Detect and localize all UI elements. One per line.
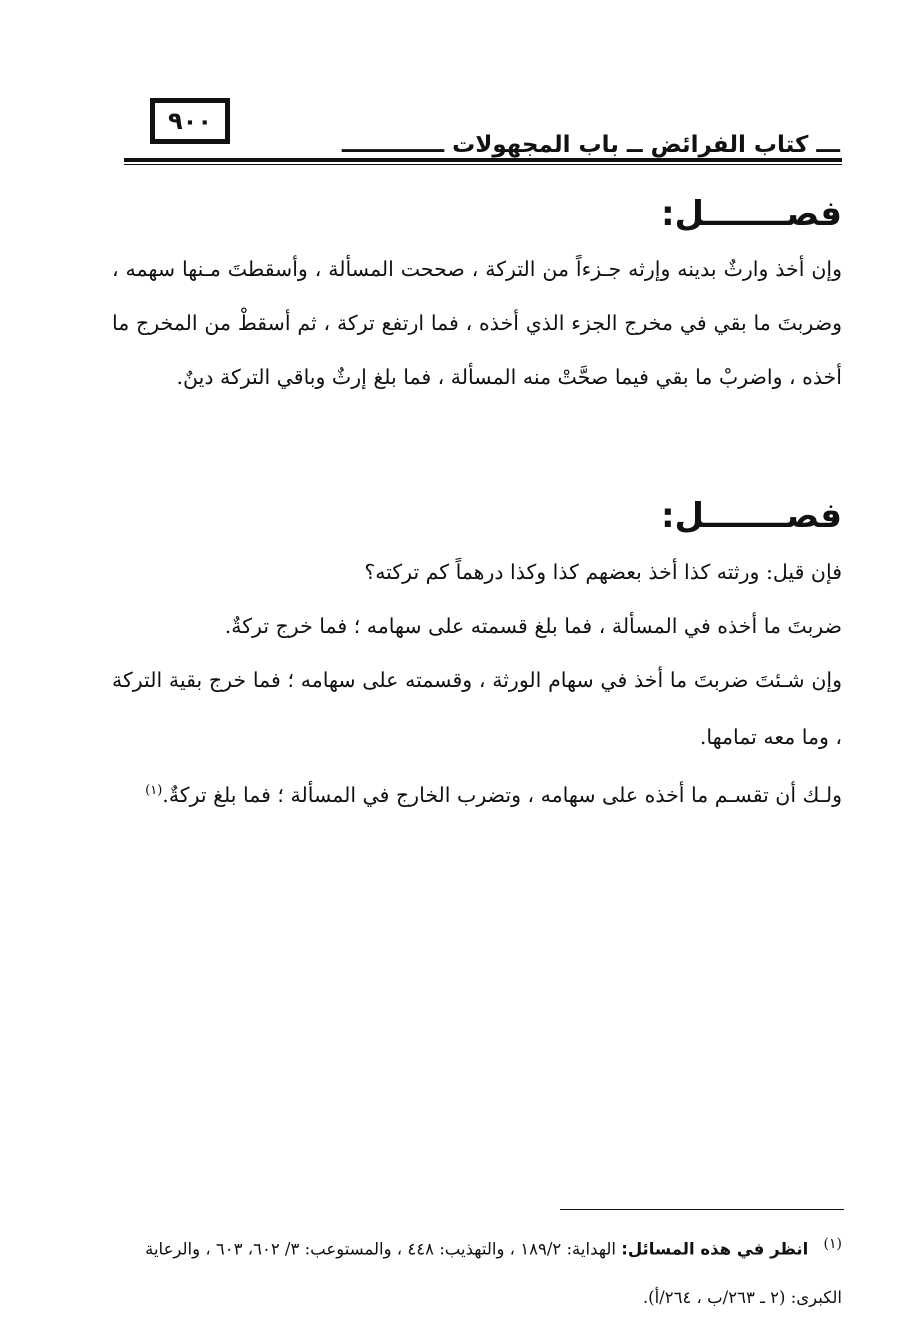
footnote-separator <box>560 1209 844 1210</box>
footnote-label: انظر في هذه المسائل: <box>621 1239 809 1259</box>
footnote-text: الهداية: ١٨٩/٢ ، والتهذيب: ٤٤٨ ، والمستوعب: ٣/ ٦٠٢، ٦٠٣ ، والرعاية الكبرى: (٢ ـ ٢٦٣/ب ، ٢٦٤/أ). <box>145 1239 842 1307</box>
footnote-marker: (١) <box>823 1236 842 1252</box>
header-rule <box>124 158 842 162</box>
section-title: فصـــــــل: <box>660 496 842 536</box>
header-rule-thin <box>124 164 842 165</box>
footnote <box>112 1220 842 1322</box>
paragraph <box>112 762 842 824</box>
section-title: فصـــــــل: <box>660 194 842 234</box>
paragraph: ضربتَ ما أخذه في المسألة ، فما بلغ قسمته على سهامه ؛ فما خرج تركةٌ. <box>224 614 842 638</box>
paragraph: وإن أخذ وارثٌ بدينه وإرثه جـزءاً من التركة ، صححت المسألة ، وأسقطتَ مـنها سهمه ، وضربتَ ما بقي في مخرج الجزء الذي أخذه ، فما ارتفع تركة ، ثم أسقطْ من المخرج ما أخذه ، واضربْ ما بقي فيما صحَّتْ منه المسألة ، فما بلغ إرثٌ وباقي التركة دينٌ. <box>112 257 842 389</box>
page-number: ٩٠٠ <box>168 107 212 135</box>
paragraph: فإن قيل: ورثته كذا أخذ بعضهم كذا وكذا درهماً كم تركته؟ <box>364 560 842 584</box>
running-head: ـــ كتاب الفرائض ــ باب المجهولات ـــــــــــــ <box>341 132 840 158</box>
footnote-reference: (١) <box>145 783 163 798</box>
paragraph-text: ولـك أن تقسـم ما أخذه على سهامه ، وتضرب الخارج في المسألة ؛ فما بلغ تركةٌ. <box>162 782 842 807</box>
paragraph: وإن شـئتَ ضربتَ ما أخذ في سهام الورثة ، وقسمته على سهامه ؛ فما خرج بقية التركة ، وما معه تمامها. <box>112 668 842 749</box>
